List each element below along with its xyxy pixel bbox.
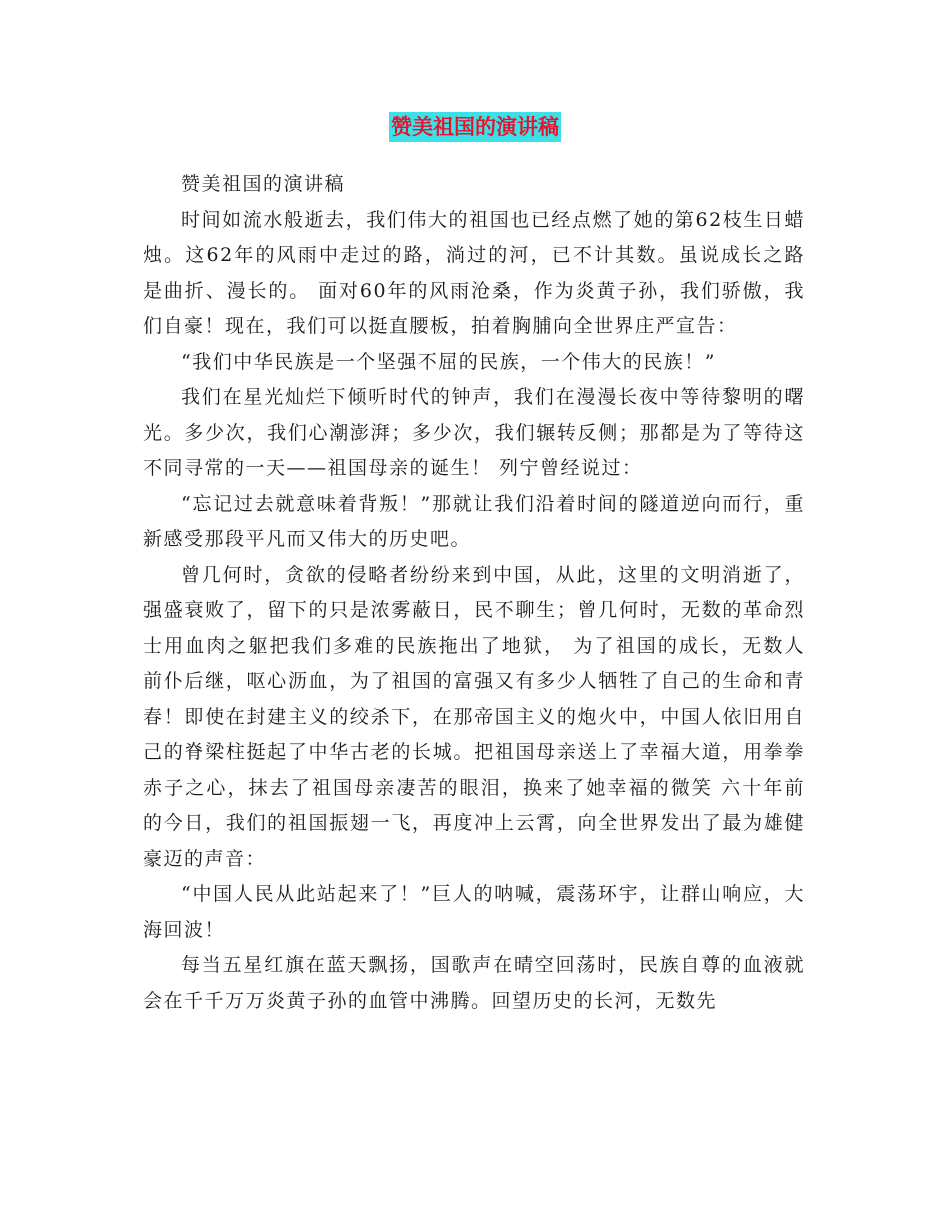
paragraph: “中国人民从此站起来了！”巨人的呐喊，震荡环宇，让群山响应，大海回波！ xyxy=(143,883,805,941)
paragraph: 每当五星红旗在蓝天飘扬，国歌声在晴空回荡时，民族自尊的血液就会在千千万万炎黄子孙的血管中沸腾。回望历史的长河，无数先 xyxy=(143,954,805,1012)
paragraph: “忘记过去就意味着背叛！”那就让我们沿着时间的隧道逆向而行，重新感受那段平凡而又伟大的历史吧。 xyxy=(143,492,805,550)
paragraph: 我们在星光灿烂下倾听时代的钟声，我们在漫漫长夜中等待黎明的曙光。多少次，我们心潮澎湃；多少次，我们辗转反侧；那都是为了等待这不同寻常的一天——祖国母亲的诞生！ 列宁曾经说过： xyxy=(143,386,805,479)
document-title: 赞美祖国的演讲稿 xyxy=(389,112,561,142)
paragraph: 赞美祖国的演讲稿 xyxy=(181,173,346,195)
document-body xyxy=(143,167,805,1019)
paragraph: 时间如流水般逝去，我们伟大的祖国也已经点燃了她的第62枝生日蜡烛。这62年的风雨中走过的路，淌过的河，已不计其数。虽说成长之路是曲折、漫长的。 面对60年的风雨沧桑，作为炎黄子孙，我们骄傲，我们自豪！现在，我们可以挺直腰板，拍着胸脯向全世界庄严宣告： xyxy=(143,208,805,337)
paragraph: 曾几何时，贪欲的侵略者纷纷来到中国，从此，这里的文明消逝了，强盛衰败了，留下的只是浓雾蔽日，民不聊生；曾几何时，无数的革命烈士用血肉之躯把我们多难的民族拖出了地狱， 为了祖国的成长，无数人前仆后继，呕心沥血，为了祖国的富强又有多少人牺牲了自己的生命和青春！即使在封建主义的绞杀下，在那帝国主义的炮火中，中国人依旧用自己的脊梁柱挺起了中华古老的长城。把祖国母亲送上了幸福大道，用拳拳赤子之心，抹去了祖国母亲凄苦的眼泪，换来了她幸福的微笑 六十年前的今日，我们的祖国振翅一飞，再度冲上云霄，向全世界发出了最为雄健豪迈的声音： xyxy=(143,563,805,870)
paragraph: “我们中华民族是一个坚强不屈的民族，一个伟大的民族！” xyxy=(181,350,716,373)
title-container xyxy=(0,112,950,142)
